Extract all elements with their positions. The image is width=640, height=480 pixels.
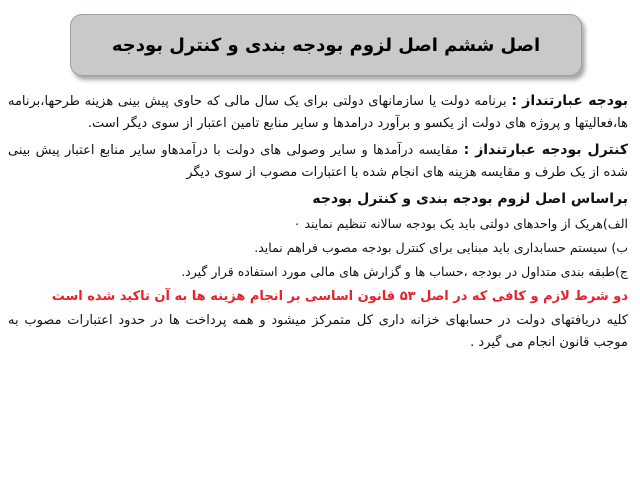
slide-title: اصل ششم اصل لزوم بودجه بندی و کنترل بودجه: [111, 34, 541, 56]
budget-term: بودجه عبارتنداز :: [511, 93, 628, 109]
highlight-text: دو شرط لازم و کافی که در اصل ۵۳ قانون اساسی بر انجام هزینه ها به آن تاکید شده است: [51, 289, 628, 304]
budget-text: برنامه دولت یا سازمانهای دولتی برای یک سال مالی که حاوی پیش بینی هزینه طرحها،برنامه ها،فعالیتها و پروژه های دولت از یکسو و برآورد درامدها و سایر منابع تامین اعتبار از سوی دیگر است.: [8, 94, 628, 131]
list-item: ج)طبقه بندی متداول در بودجه ،حساب ها و گزارش های مالی مورد استفاده قرار گیرد.: [181, 264, 628, 279]
budget-control-text: مقایسه درآمدها و سایر وصولی های دولت با درآمدهاو سایر منابع اعتبار پیش بینی شده از یک طرف و مقایسه هزینه های انجام شده با اعتبارات مصوب از سوی دیگر: [8, 143, 628, 180]
subheading: براساس اصل لزوم بودجه بندی و کنترل بودجه: [312, 191, 628, 207]
title-box: [70, 14, 582, 76]
list-item: ب) سیستم حسابداری باید مبنایی برای کنترل بودجه مصوب فراهم نماید.: [254, 240, 628, 255]
budget-control-definition: [8, 139, 628, 184]
slide-content: [8, 90, 628, 358]
list-item: الف)هریک از واحدهای دولتی باید یک بودجه سالانه تنظیم نمایند ۰: [293, 216, 628, 231]
closing-text: کلیه دریافتهای دولت در حسابهای خزانه داری کل متمرکز میشود و همه پرداخت ها در حدود اعتبارات مصوب به موجب قانون انجام می گیرد .: [8, 313, 628, 350]
budget-control-term: کنترل بودجه عبارتنداز :: [463, 142, 628, 158]
budget-definition: [8, 90, 628, 135]
